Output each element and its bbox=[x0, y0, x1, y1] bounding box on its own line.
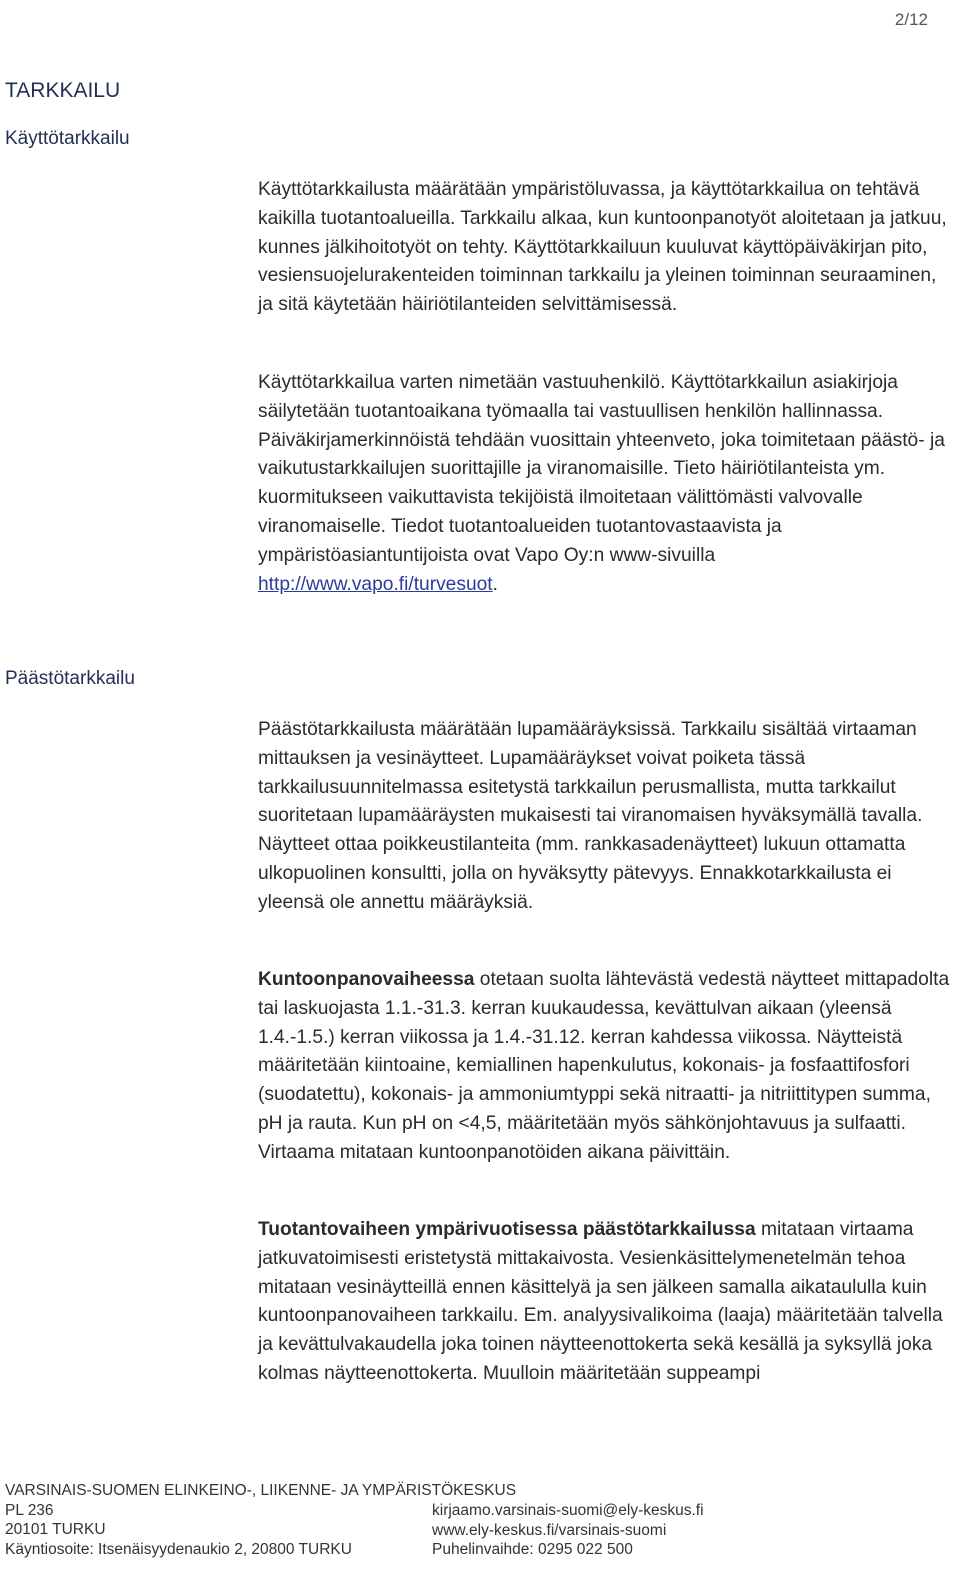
footer-postal: 20101 TURKU bbox=[5, 1521, 106, 1538]
footer-po-box: PL 236 bbox=[5, 1501, 54, 1519]
paragraph-end: . bbox=[492, 573, 498, 595]
footer-org: VARSINAIS-SUOMEN ELINKEINO-, LIIKENNE- JA YMPÄRISTÖKESKUS bbox=[5, 1482, 517, 1499]
main-heading: TARKKAILU bbox=[5, 79, 121, 102]
footer-right bbox=[432, 1501, 704, 1560]
paragraph-kayttotarkkailu-1: Käyttötarkkailusta määrätään ympäristöluvassa, ja käyttötarkkailua on tehtävä kaikilla tuotantoalueilla. Tarkkailu alkaa, kun kuntoonpanotyöt aloitetaan ja jatkuu, kunnes jälkihoitotyöt on tehty. Käyttötarkkailuun kuuluvat käyttöpäiväkirjan pito, vesiensuojelurakenteiden toiminnan tarkkailu ja yleinen toiminnan seuraaminen, ja sitä käytetään häiriötilanteiden selvittämisessä. bbox=[258, 179, 947, 316]
paragraph-text: Käyttötarkkailua varten nimetään vastuuhenkilö. Käyttötarkkailun asiakirjoja säilytetään tuotantoaikana työmaalla tai vastuullisen henkilön hallinnassa. Päiväkirjamerkinnöistä tehdään vuosittain yhteenveto, joka toimitetaan päästö- ja vaikutustarkkailujen suorittajille ja viranomaisille. Tieto häiriötilanteista ym. kuormitukseen vaikuttavista tekijöistä ilmoitetaan välittömästi valvovalle viranomaiselle. Tiedot tuotantoalueiden tuotantovastaavista ja ympäristöasiantuntijoista ovat Vapo Oy:n www-sivuilla bbox=[258, 372, 945, 566]
bold-term-tuotantovaihe: Tuotantovaiheen ympärivuotisessa päästötarkkailussa bbox=[258, 1219, 756, 1240]
section-heading-kayttotarkkailu: Käyttötarkkailu bbox=[5, 128, 130, 149]
section-heading-paastotarkkailu: Päästötarkkailu bbox=[5, 668, 135, 689]
footer-web: www.ely-keskus.fi/varsinais-suomi bbox=[432, 1521, 667, 1539]
vapo-link[interactable]: http://www.vapo.fi/turvesuot bbox=[258, 573, 493, 595]
paragraph-text: otetaan suolta lähtevästä vedestä näytteet mittapadolta tai laskuojasta 1.1.-31.3. kerran kuukaudessa, kevättulvan aikaan (yleensä 1.4.-1.5.) kerran viikossa ja 1.4.-31.12. kerran kahdessa viikossa. Näytteistä määritetään kiintoaine, kemiallinen hapenkulutus, kokonais- ja fosfaattifosfori (suodatettu), kokonais- ja ammoniumtyppi sekä nitraatti- ja nitriittitypen summa, pH ja rauta. Kun pH on <4,5, määritetään myös sähkönjohtavuus ja sulfaatti. Virtaama mitataan kuntoonpanotöiden aikana päivittäin. bbox=[258, 969, 950, 1163]
page-number: 2/12 bbox=[894, 10, 928, 29]
footer-phone: Puhelinvaihde: 0295 022 500 bbox=[432, 1541, 633, 1558]
paragraph-paastotarkkailu-1: Päästötarkkailusta määrätään lupamääräyksissä. Tarkkailu sisältää virtaaman mittauksen ja vesinäytteet. Lupamääräykset voivat poiketa tässä tarkkailusuunnitelmassa esitetystä tarkkailun perusmallista, mutta tarkkailut suoritetaan lupamääräysten mukaisesti tai viranomaisen hyväksymällä tavalla. Näytteet ottaa poikkeustilanteita (mm. rankkasadenäytteet) lukuun ottamatta ulkopuolinen konsultti, jolla on hyväksytty pätevyys. Ennakkotarkkailusta ei yleensä ole annettu määräyksiä. bbox=[258, 719, 923, 913]
paragraph-kayttotarkkailu-2 bbox=[258, 369, 953, 599]
paragraph-text: mitataan virtaama jatkuvatoimisesti eristetystä mittakaivosta. Vesienkäsittelymenetelmän tehoa mitataan vesinäytteillä ennen käsittelyä ja sen jälkeen samalla aikataululla kuin kuntoonpanovaiheen tarkkailu. Em. analyysivalikoima (laaja) määritetään talvella ja kevättulvakaudella joka toinen näytteenottokerta sekä kesällä ja syksyllä joka kolmas näytteenottokerta. Muulloin määritetään suppeampi bbox=[258, 1219, 943, 1384]
paragraph-paastotarkkailu-3 bbox=[258, 1216, 953, 1389]
paragraph-paastotarkkailu-2 bbox=[258, 966, 953, 1168]
footer-visit-address: Käyntiosoite: Itsenäisyydenaukio 2, 20800 TURKU bbox=[5, 1540, 352, 1558]
bold-term-kuntoonpanovaiheessa: Kuntoonpanovaiheessa bbox=[258, 969, 475, 990]
footer-email: kirjaamo.varsinais-suomi@ely-keskus.fi bbox=[432, 1502, 704, 1519]
